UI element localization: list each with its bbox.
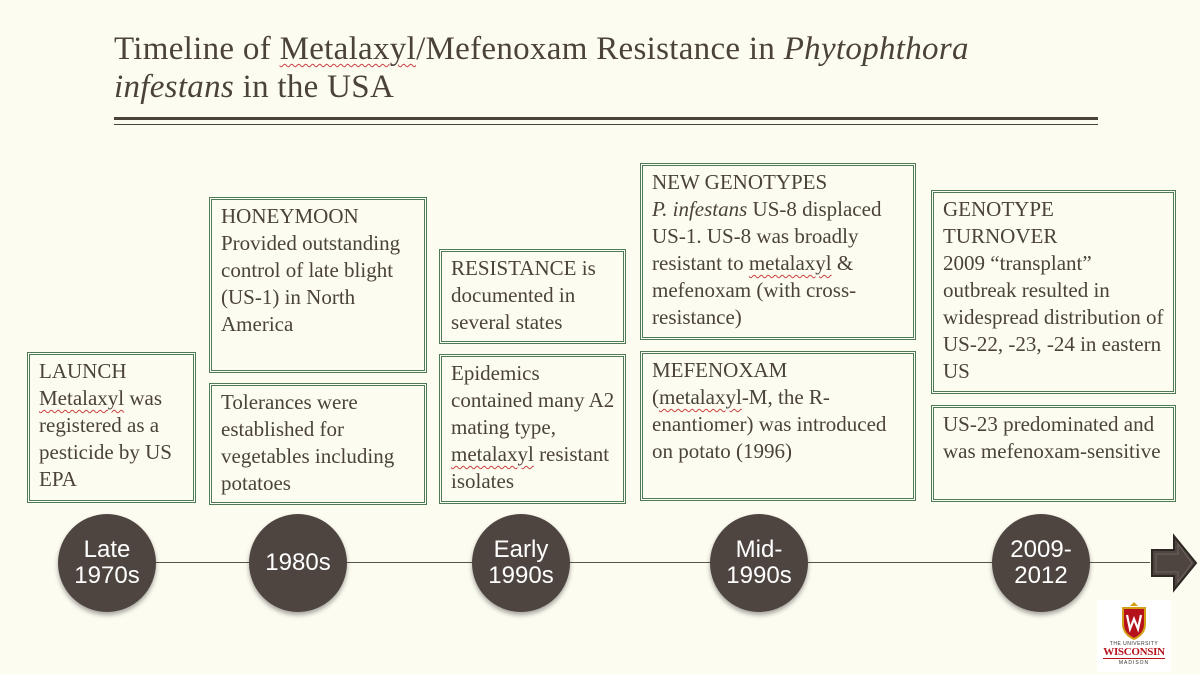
genotype-turnover-box: GENOTYPE TURNOVER 2009 “transplant” outbreak resulted in widespread distribution of US-22, -23, -24 in eastern US: [931, 190, 1176, 394]
resistance-box: RESISTANCE is documented in several states: [439, 249, 626, 344]
logo-line-2: WISCONSIN: [1103, 646, 1165, 658]
logo-line-3: MADISON: [1118, 660, 1150, 666]
logo-bar: [1103, 658, 1165, 659]
milestone-2009-2012: 2009-2012: [992, 514, 1090, 612]
milestone-1980s: 1980s: [249, 514, 347, 612]
logo-line-1: THE UNIVERSITY: [1109, 641, 1159, 647]
timeline-arrow-icon: [1148, 532, 1198, 594]
launch-box: LAUNCH Metalaxyl was registered as a pesticide by US EPA: [27, 352, 196, 503]
crest-icon: [1121, 602, 1147, 640]
honeymoon-box: HONEYMOON Provided outstanding control of late blight (US-1) in North America: [209, 197, 427, 373]
milestone-late-1970s: Late 1970s: [58, 514, 156, 612]
slide-title: Timeline of Metalaxyl/Mefenoxam Resistance in Phytophthora infestans in the USA: [114, 31, 969, 105]
milestone-early-1990s: Early 1990s: [472, 514, 570, 612]
title-rule-thick: [114, 117, 1098, 120]
new-genotypes-box: NEW GENOTYPES P. infestans US-8 displaced US-1. US-8 was broadly resistant to metalaxyl & mefenoxam (with cross-resistance): [640, 163, 916, 340]
milestone-mid-1990s: Mid-1990s: [710, 514, 808, 612]
title-rule-thin: [114, 124, 1098, 125]
tolerances-box: Tolerances were established for vegetables including potatoes: [209, 383, 427, 505]
university-logo: [1097, 600, 1171, 672]
mefenoxam-box: MEFENOXAM (metalaxyl-M, the R-enantiomer) was introduced on potato (1996): [640, 351, 916, 501]
us23-box: US-23 predominated and was mefenoxam-sensitive: [931, 405, 1176, 502]
epidemics-box: Epidemics contained many A2 mating type, metalaxyl resistant isolates: [439, 354, 626, 504]
